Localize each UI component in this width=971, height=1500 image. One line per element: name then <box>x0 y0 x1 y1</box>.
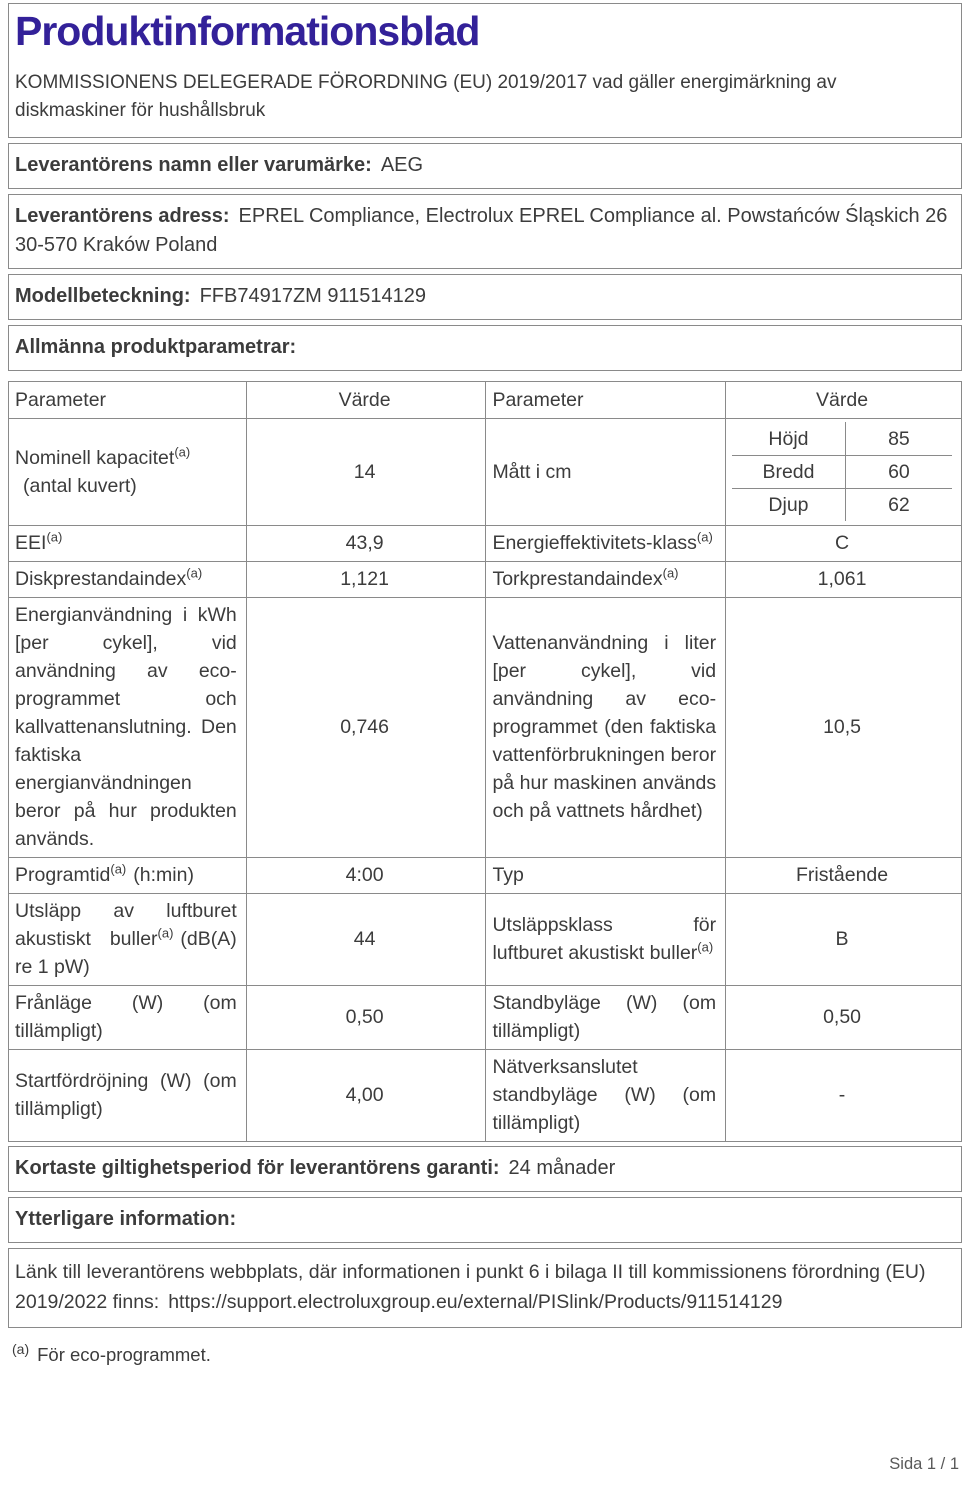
network-standby-value: - <box>726 1050 962 1142</box>
page-title: Produktinformationsblad <box>15 8 480 54</box>
supplier-address-row <box>8 194 962 269</box>
table-header-row <box>9 382 962 419</box>
footnote-marker: (a) <box>12 1341 30 1358</box>
supplier-address-value: EPREL Compliance, Electrolux EPREL Compliance al. Powstańców Śląskich 26 30-570 Kraków Poland <box>15 205 948 257</box>
eei-label: EEI <box>15 532 47 555</box>
network-standby-label: Nätverksanslutet standbyläge (W) (om tillämpligt) <box>492 1056 717 1135</box>
supplier-name-label: Leverantörens namn eller varumärke: <box>15 154 372 177</box>
footnote-marker: (a) <box>662 565 679 581</box>
noise-value: 44 <box>246 894 486 986</box>
footnote-marker: (a) <box>46 529 63 545</box>
footnote-marker: (a) <box>110 861 127 877</box>
dimension-width-name: Bredd <box>732 455 845 488</box>
type-value: Fristående <box>726 858 962 894</box>
energy-use-value: 0,746 <box>246 598 486 858</box>
supplier-address-label: Leverantörens adress: <box>15 205 230 228</box>
water-use-label: Vattenanvändning i liter [per cykel], vid användning av eco-programmet (den faktiska vattenförbrukningen beror på hur maskinen används och på vattnets hårdhet) <box>492 632 717 823</box>
wash-index-value: 1,121 <box>246 562 486 598</box>
off-mode-label: Frånläge (W) (om tillämpligt) <box>15 992 237 1043</box>
standby-label-cell <box>486 986 726 1050</box>
dimension-depth-value: 62 <box>845 488 952 521</box>
parameters-table <box>8 381 962 1142</box>
type-label-cell <box>486 858 726 894</box>
standby-value: 0,50 <box>726 986 962 1050</box>
table-row <box>9 894 962 986</box>
delay-start-value: 4,00 <box>246 1050 486 1142</box>
table-row <box>732 455 952 488</box>
water-use-label-cell <box>486 598 726 858</box>
noise-class-label: Utsläppsklass för luftburet akustiskt buller <box>492 914 717 965</box>
eei-value: 43,9 <box>246 526 486 562</box>
footnote-marker: (a) <box>697 939 714 955</box>
noise-class-label-cell <box>486 894 726 986</box>
program-time-unit: (h:min) <box>133 864 194 887</box>
wash-index-label: Diskprestandaindex <box>15 568 187 591</box>
standby-label: Standbyläge (W) (om tillämpligt) <box>492 992 717 1043</box>
energy-class-value: C <box>726 526 962 562</box>
col-header-varde-1: Värde <box>246 382 486 419</box>
dimensions-label: Mått i cm <box>492 460 572 483</box>
network-standby-label-cell <box>486 1050 726 1142</box>
energy-class-label: Energieffektivitets-klass <box>492 532 697 555</box>
table-row <box>9 419 962 526</box>
dimension-height-name: Höjd <box>732 422 845 455</box>
additional-info-row <box>8 1197 962 1243</box>
program-time-label-cell <box>9 858 247 894</box>
col-header-parameter-1: Parameter <box>9 382 247 419</box>
dimensions-table <box>732 422 952 521</box>
delay-start-label: Startfördröjning (W) (om tillämpligt) <box>15 1070 237 1121</box>
header-section <box>8 3 962 138</box>
footnote <box>12 1341 962 1366</box>
energy-use-label-cell <box>9 598 247 858</box>
noise-label: Utsläpp av luftburet akustiskt buller <box>15 900 237 951</box>
supplier-name-row <box>8 143 962 189</box>
supplier-website-link[interactable]: https://support.electroluxgroup.eu/external/PISlink/Products/911514129 <box>168 1291 783 1314</box>
regulation-subtitle: KOMMISSIONENS DELEGERADE FÖRORDNING (EU) 2019/2017 vad gäller energimärkning av diskmaskiner för hushållsbruk <box>15 72 837 122</box>
table-row <box>9 1050 962 1142</box>
dry-index-label: Torkprestandaindex <box>492 568 663 591</box>
noise-unit: (dB(A) re 1 pW) <box>15 928 237 979</box>
additional-info-label: Ytterligare information: <box>15 1208 237 1231</box>
table-row <box>9 526 962 562</box>
eei-label-cell <box>9 526 247 562</box>
model-label: Modellbeteckning: <box>15 285 191 308</box>
program-time-label: Programtid <box>15 864 111 887</box>
noise-class-value: B <box>726 894 962 986</box>
capacity-label-sub: (antal kuvert) <box>23 474 137 497</box>
dimension-depth-name: Djup <box>732 488 845 521</box>
energy-class-label-cell <box>486 526 726 562</box>
program-time-value: 4:00 <box>246 858 486 894</box>
supplier-name-value: AEG <box>380 154 424 177</box>
dimensions-value-cell <box>726 419 962 526</box>
dimension-height-value: 85 <box>845 422 952 455</box>
footnote-marker: (a) <box>174 444 191 460</box>
general-params-row <box>8 325 962 371</box>
delay-start-label-cell <box>9 1050 247 1142</box>
dry-index-label-cell <box>486 562 726 598</box>
footnote-marker: (a) <box>186 565 203 581</box>
table-row <box>9 598 962 858</box>
footnote-text: För eco-programmet. <box>37 1344 211 1366</box>
water-use-value: 10,5 <box>726 598 962 858</box>
dimension-width-value: 60 <box>845 455 952 488</box>
model-value: FFB74917ZM 911514129 <box>199 285 427 308</box>
dimensions-label-cell <box>486 419 726 526</box>
footnote-marker: (a) <box>696 529 713 545</box>
warranty-value: 24 månader <box>508 1157 616 1180</box>
website-link-row <box>8 1248 962 1328</box>
col-header-parameter-2: Parameter <box>486 382 726 419</box>
off-mode-value: 0,50 <box>246 986 486 1050</box>
capacity-value: 14 <box>246 419 486 526</box>
energy-use-label: Energianvändning i kWh [per cykel], vid användning av eco-programmet och kallvattenanslutning. Den faktiska energianvändningen beror på hur produkten används. <box>15 604 237 851</box>
page-indicator: Sida 1 / 1 <box>889 1455 959 1473</box>
model-row <box>8 274 962 320</box>
table-row <box>9 562 962 598</box>
capacity-label: Nominell kapacitet <box>15 446 175 469</box>
dry-index-value: 1,061 <box>726 562 962 598</box>
general-params-label: Allmänna produktparametrar: <box>15 336 297 359</box>
table-row <box>9 986 962 1050</box>
capacity-label-cell <box>9 419 247 526</box>
footnote-marker: (a) <box>157 925 174 941</box>
table-row <box>9 858 962 894</box>
website-link-intro: Länk till leverantörens webbplats, där informationen i punkt 6 i bilaga II till kommissionens förordning (EU) 2019/2022 finns: <box>15 1261 926 1314</box>
noise-label-cell <box>9 894 247 986</box>
col-header-varde-2: Värde <box>726 382 962 419</box>
table-row <box>732 488 952 521</box>
warranty-row <box>8 1146 962 1192</box>
table-row <box>732 422 952 455</box>
wash-index-label-cell <box>9 562 247 598</box>
type-label: Typ <box>492 864 524 887</box>
off-mode-label-cell <box>9 986 247 1050</box>
warranty-label: Kortaste giltighetsperiod för leverantörens garanti: <box>15 1157 500 1180</box>
